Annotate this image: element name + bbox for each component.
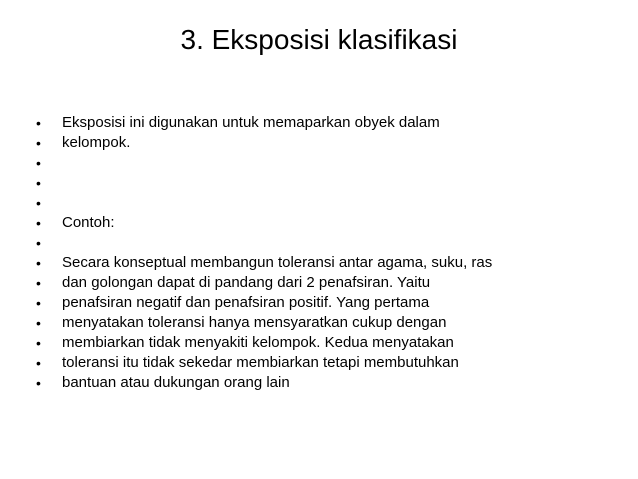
bullet-item	[36, 293, 616, 313]
bullet-text: menyatakan toleransi hanya mensyaratkan cukup dengan	[62, 314, 447, 331]
bullet-text: bantuan atau dukungan orang lain	[62, 374, 290, 391]
bullet-text: penafsiran negatif dan penafsiran positif. Yang pertama	[62, 294, 430, 311]
bullet-text: Secara konseptual membangun toleransi antar agama, suku, ras	[62, 254, 493, 271]
bullet-icon: •	[36, 175, 41, 191]
bullet-item	[36, 133, 616, 153]
bullet-icon: •	[36, 375, 41, 391]
bullet-icon: •	[36, 235, 41, 251]
bullet-item	[36, 213, 616, 233]
bullet-item	[36, 113, 616, 133]
bullet-text: dan golongan dapat di pandang dari 2 penafsiran. Yaitu	[62, 274, 431, 291]
bullet-icon: •	[36, 275, 41, 291]
bullet-item	[36, 173, 616, 193]
bullet-item	[36, 273, 616, 293]
bullet-item	[36, 253, 616, 273]
bullet-icon: •	[36, 255, 41, 271]
bullet-icon: •	[36, 155, 41, 171]
bullet-text: membiarkan tidak menyakiti kelompok. Kedua menyatakan	[62, 334, 454, 351]
bullet-item	[36, 333, 616, 353]
bullet-icon: •	[36, 335, 41, 351]
bullet-item	[36, 313, 616, 333]
bullet-item	[36, 233, 616, 253]
bullet-icon: •	[36, 135, 41, 151]
bullet-item	[36, 193, 616, 213]
bullet-icon: •	[36, 355, 41, 371]
bullet-icon: •	[36, 295, 41, 311]
bullet-text: kelompok.	[62, 134, 131, 151]
bullet-text: Eksposisi ini digunakan untuk memaparkan obyek dalam	[62, 114, 440, 131]
bullet-icon: •	[36, 115, 41, 131]
slide-title: 3. Eksposisi klasifikasi	[180, 24, 458, 55]
bullet-list	[36, 113, 616, 393]
bullet-text: toleransi itu tidak sekedar membiarkan tetapi membutuhkan	[62, 354, 459, 371]
bullet-item	[36, 353, 616, 373]
bullet-icon: •	[36, 195, 41, 211]
bullet-icon: •	[36, 315, 41, 331]
bullet-item	[36, 373, 616, 393]
bullet-text: Contoh:	[62, 214, 115, 231]
bullet-icon: •	[36, 215, 41, 231]
bullet-item	[36, 153, 616, 173]
